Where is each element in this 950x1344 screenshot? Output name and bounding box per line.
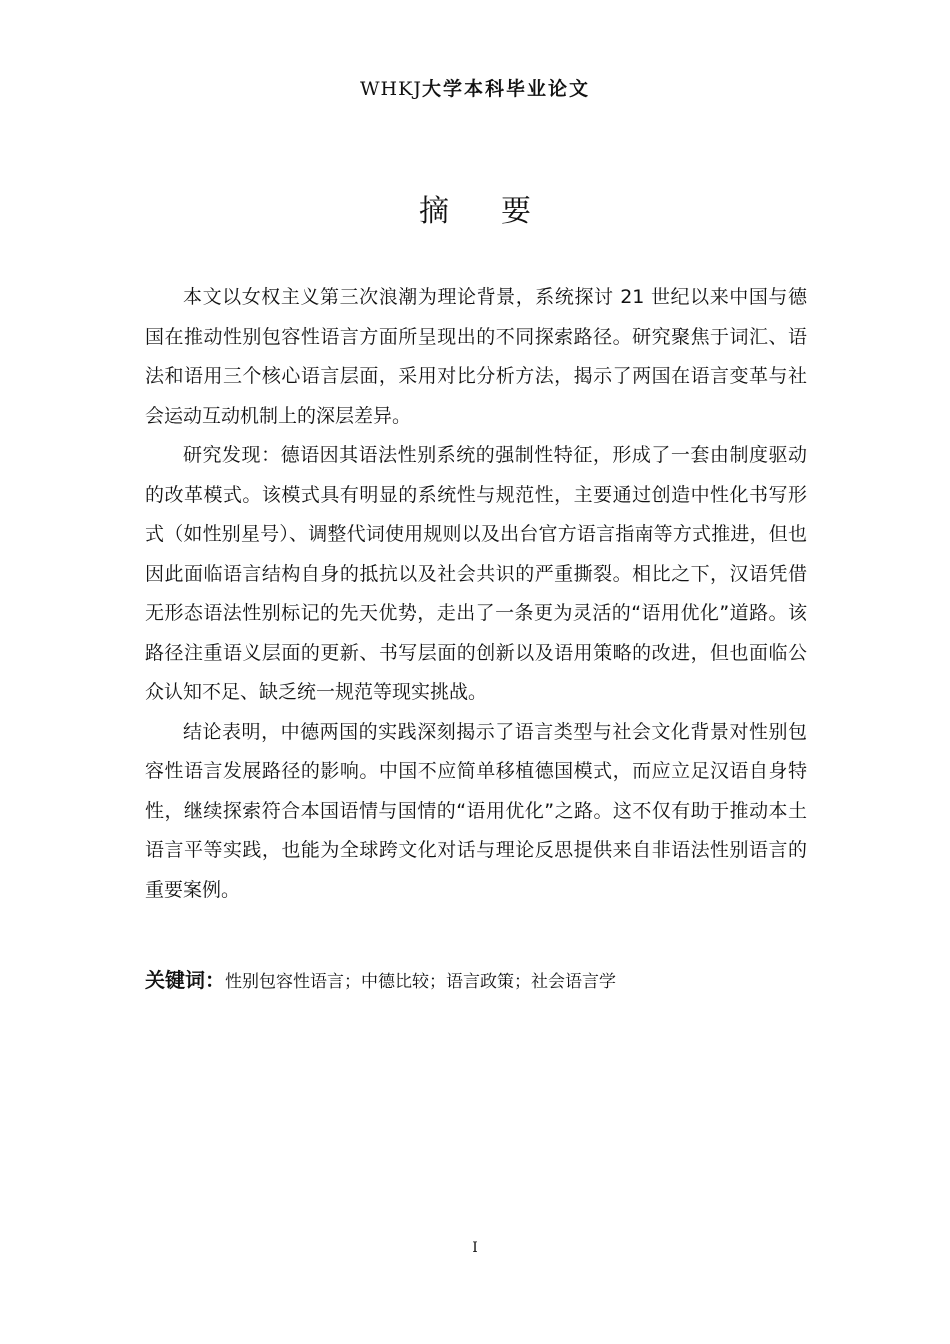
abstract-title: 摘要	[419, 194, 583, 229]
abstract-body	[145, 278, 807, 910]
keywords-list: 性别包容性语言；中德比较；语言政策；社会语言学	[225, 972, 616, 992]
keywords-line	[145, 962, 807, 1000]
page-header	[0, 74, 950, 101]
header-prefix: WHKJ	[360, 78, 422, 100]
keywords-label: 关键词：	[145, 968, 225, 992]
abstract-paragraph-1: 本文以女权主义第三次浪潮为理论背景，系统探讨 21 世纪以来中国与德国在推动性别包容性语言方面所呈现出的不同探索路径。研究聚焦于词汇、语法和语用三个核心语言层面，采用对比分析方法，揭示了两国在语言变革与社会运动互动机制上的深层差异。	[145, 286, 807, 427]
header-title: 大学本科毕业论文	[421, 78, 590, 100]
abstract-paragraph-2: 研究发现：德语因其语法性别系统的强制性特征，形成了一套由制度驱动的改革模式。该模式具有明显的系统性与规范性，主要通过创造中性化书写形式（如性别星号）、调整代词使用规则以及出台官方语言指南等方式推进，但也因此面临语言结构自身的抵抗以及社会共识的严重撕裂。相比之下，汉语凭借无形态语法性别标记的先天优势，走出了一条更为灵活的“语用优化”道路。该路径注重语义层面的更新、书写层面的创新以及语用策略的改进，但也面临公众认知不足、缺乏统一规范等现实挑战。	[145, 444, 807, 703]
abstract-paragraph-3: 结论表明，中德两国的实践深刻揭示了语言类型与社会文化背景对性别包容性语言发展路径的影响。中国不应简单移植德国模式，而应立足汉语自身特性，继续探索符合本国语情与国情的“语用优化”之路。这不仅有助于推动本土语言平等实践，也能为全球跨文化对话与理论反思提供来自非语法性别语言的重要案例。	[145, 720, 807, 901]
page-number: I	[472, 1240, 478, 1256]
